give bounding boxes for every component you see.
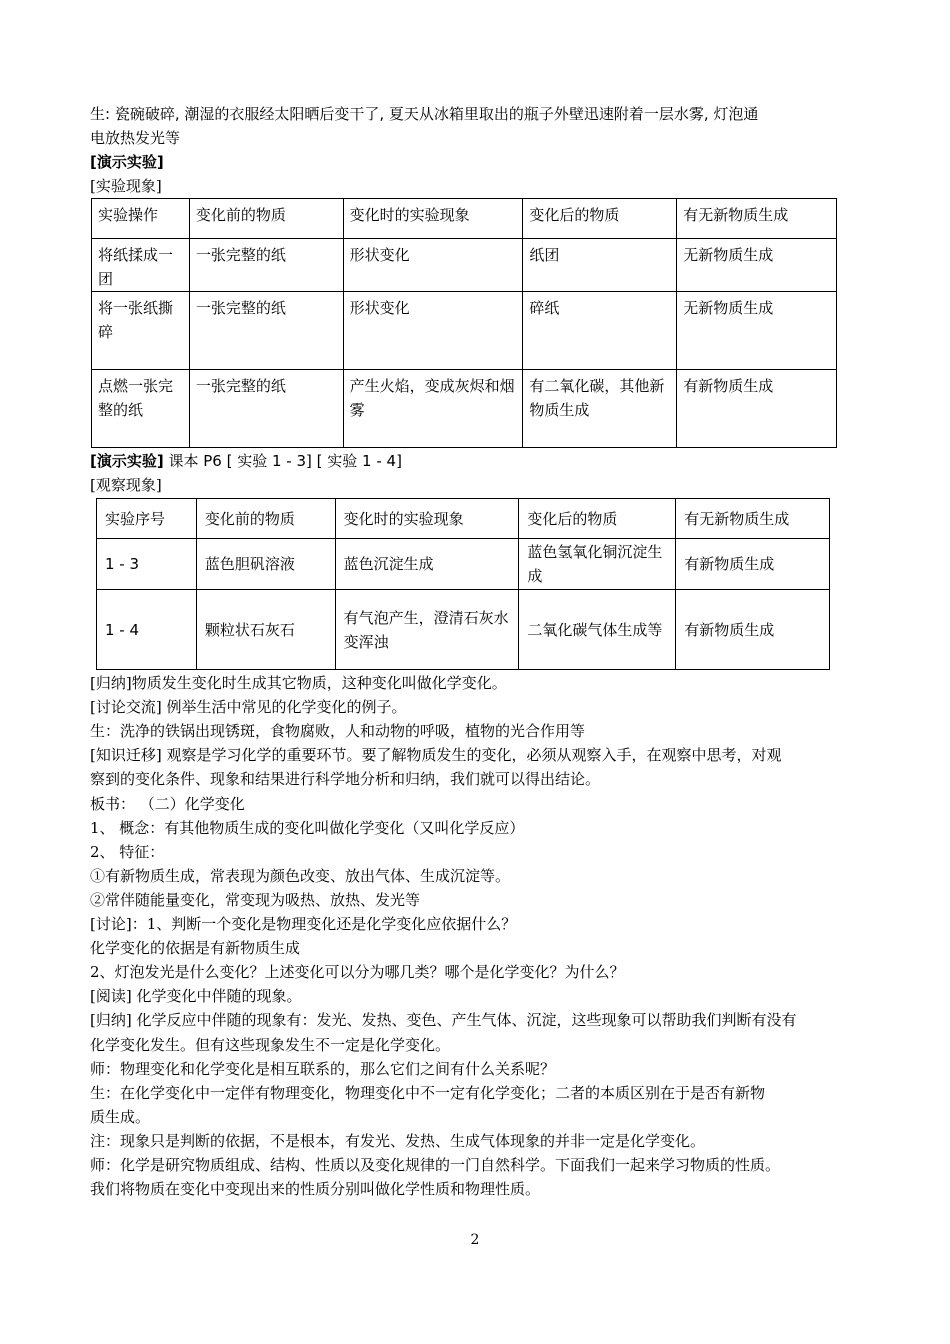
body-line: 2、 特征：: [90, 843, 165, 861]
table1-row: [92, 239, 837, 292]
table1-cell: 有新物质生成: [677, 370, 837, 448]
table1-cell: 无新物质生成: [677, 292, 837, 370]
table1-header-cell: 实验操作: [92, 199, 190, 239]
body-line: 化学变化的依据是有新物质生成: [90, 939, 301, 957]
table1-row: [92, 292, 837, 370]
body-line: [归纳]物质发生变化时生成其它物质，这种变化叫做化学变化。: [90, 674, 507, 692]
table2-cell: 二氧化碳气体生成等: [519, 590, 676, 670]
body-line: 生：在化学变化中一定伴有物理变化，物理变化中不一定有化学变化；二者的本质区别在于是否有新物: [90, 1084, 766, 1102]
body-line: 质生成。: [90, 1108, 151, 1126]
table1-cell: 无新物质生成: [677, 239, 837, 292]
table2-cell: 1 - 4: [97, 590, 197, 670]
body-line: 化学变化发生。但有这些现象发生不一定是化学变化。: [90, 1036, 451, 1054]
body-line: [阅读] 化学变化中伴随的现象。: [90, 987, 302, 1005]
body-line: 板书： （二）化学变化: [90, 795, 245, 813]
table1-cell: 形状变化: [343, 239, 523, 292]
body-line: 1、 概念：有其他物质生成的变化叫做化学变化（又叫化学反应）: [90, 819, 525, 837]
table2-row: [97, 539, 830, 590]
table2-header-cell: 有无新物质生成: [676, 499, 830, 539]
table2-header-cell: 变化后的物质: [519, 499, 676, 539]
table1-cell: 碎纸: [523, 292, 677, 370]
body-line: [讨论交流] 例举生活中常见的化学变化的例子。: [90, 698, 407, 716]
table1-cell: 将一张纸撕碎: [92, 292, 190, 370]
table1-cell: 一张完整的纸: [189, 239, 343, 292]
table2-header-row: [97, 499, 830, 539]
body-line: 师：化学是研究物质组成、结构、性质以及变化规律的一门自然科学。下面我们一起来学习物质的性质。: [90, 1156, 781, 1174]
demo1-subheading: [实验现象]: [90, 177, 162, 195]
experiment-table-2: [96, 498, 830, 670]
table1-cell: 产生火焰，变成灰烬和烟雾: [343, 370, 523, 448]
table2-header-cell: 变化前的物质: [196, 499, 335, 539]
table2-cell: 颗粒状石灰石: [196, 590, 335, 670]
body-line: [讨论]：1、判断一个变化是物理变化还是化学变化应依据什么？: [90, 915, 517, 933]
demo2-subheading: [观察现象]: [90, 476, 162, 494]
body-line: [归纳] 化学反应中伴随的现象有：发光、发热、变色、产生气体、沉淀，这些现象可以帮助我们判断有没有: [90, 1011, 797, 1029]
table1-header-cell: 变化时的实验现象: [343, 199, 523, 239]
table2-header-cell: 实验序号: [97, 499, 197, 539]
body-line: ②常伴随能量变化，常变现为吸热、放热、发光等: [90, 891, 421, 909]
table1-cell: 一张完整的纸: [189, 292, 343, 370]
table1-cell: 一张完整的纸: [189, 370, 343, 448]
table1-header-cell: 有无新物质生成: [677, 199, 837, 239]
table1-header-row: [92, 199, 837, 239]
table1-row: [92, 370, 837, 448]
body-line: 师：物理变化和化学变化是相互联系的，那么它们之间有什么关系呢？: [90, 1060, 556, 1078]
body-line: 我们将物质在变化中变现出来的性质分别叫做化学性质和物理性质。: [90, 1180, 541, 1198]
table1-header-cell: 变化前的物质: [189, 199, 343, 239]
table1-cell: 点燃一张完整的纸: [92, 370, 190, 448]
intro-line-2: 电放热发光等: [90, 129, 181, 147]
table2-cell: 有新物质生成: [676, 590, 830, 670]
intro-line-1: 生: 瓷碗破碎, 潮湿的衣服经太阳晒后变干了, 夏天从冰箱里取出的瓶子外壁迅速附着一层水雾, 灯泡通: [90, 105, 759, 123]
table1-header-cell: 变化后的物质: [523, 199, 677, 239]
body-line: ①有新物质生成，常表现为颜色改变、放出气体、生成沉淀等。: [90, 867, 511, 885]
table2-cell: 有新物质生成: [676, 539, 830, 590]
demo2-text: 课本 P6 [ 实验 1 - 3] [ 实验 1 - 4]: [163, 452, 402, 470]
demo2-line: [90, 449, 840, 473]
body-line: 生：洗净的铁锅出现锈斑，食物腐败，人和动物的呼吸，植物的光合作用等: [90, 722, 586, 740]
table2-cell: 蓝色胆矾溶液: [196, 539, 335, 590]
experiment-table-1: [91, 198, 837, 448]
table2-row: [97, 590, 830, 670]
body-line: 注：现象只是判断的依据，不是根本，有发光、发热、生成气体现象的并非一定是化学变化。: [90, 1132, 706, 1150]
page-number: 2: [470, 1232, 480, 1248]
body-line: 察到的变化条件、现象和结果进行科学地分析和归纳，我们就可以得出结论。: [90, 770, 601, 788]
table1-cell: 将纸揉成一团: [92, 239, 190, 292]
table2-header-cell: 变化时的实验现象: [335, 499, 519, 539]
demo2-heading: [演示实验]: [90, 452, 164, 470]
table1-cell: 有二氧化碳，其他新物质生成: [523, 370, 677, 448]
body-line: [知识迁移] 观察是学习化学的重要环节。要了解物质发生的变化，必须从观察入手，在观察中思考，对观: [90, 746, 782, 764]
table2-cell: 蓝色沉淀生成: [335, 539, 519, 590]
table1-cell: 纸团: [523, 239, 677, 292]
table1-cell: 形状变化: [343, 292, 523, 370]
table2-cell: 有气泡产生，澄清石灰水变浑浊: [335, 590, 519, 670]
body-line: 2、灯泡发光是什么变化？上述变化可以分为哪几类？哪个是化学变化？为什么？: [90, 963, 625, 981]
demo1-heading: [演示实验]: [90, 153, 164, 171]
table2-cell: 蓝色氢氧化铜沉淀生成: [519, 539, 676, 590]
table2-cell: 1 - 3: [97, 539, 197, 590]
